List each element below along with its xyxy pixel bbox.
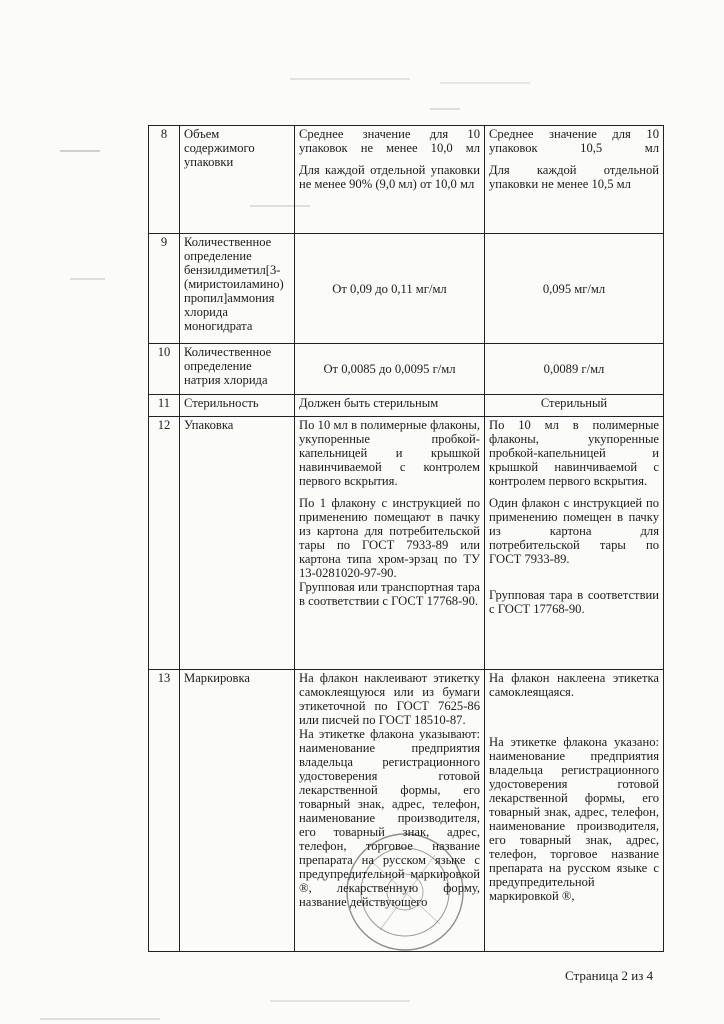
row-requirement: От 0,09 до 0,11 мг/мл <box>295 234 485 344</box>
row-number: 10 <box>149 344 180 395</box>
row-requirement: Среднее значение для 10 упаковок не менее 10,0 мл Для каждой отдельной упаковки не менее 90% (9,0 мл) от 10,0 мл <box>295 126 485 234</box>
row-requirement: По 10 мл в полимерные флаконы, укупоренные пробкой-капельницей и крышкой навинчиваемой с контролем первого вскрытия. По 1 флакону с инструкцией по применению помещают в пачку из картона для потребительской тары по ГОСТ 7933-89 или картона типа хром-эрзац по ТУ 13-0281020-97-90. Групповая или транспортная тара в соответствии с ГОСТ 17768-90. <box>295 417 485 670</box>
row-result: 0,0089 г/мл <box>485 344 664 395</box>
row-number: 8 <box>149 126 180 234</box>
row-result: На флакон наклеена этикетка самоклеящаяся. На этикетке флакона указано: наименование предприятия владельца регистрационного удостоверения готовой лекарственной формы, его товарный знак, адрес, телефон, наименование производителя, его товарный знак, адрес, телефон, торговое название препарата на русском языке с предупредительной маркировкой ®, <box>485 670 664 952</box>
row-parameter: Объем содержимого упаковки <box>180 126 295 234</box>
row-requirement: На флакон наклеивают этикетку самоклеящуюся или из бумаги этикеточной по ГОСТ 7625-86 или писчей по ГОСТ 18510-87. На этикетке флакона указывают: наименование предприятия владельца регистрационного удостоверения готовой лекарственной формы, его товарный знак, адрес, телефон, наименование производителя, его товарный знак, адрес, телефон, торговое название препарата на русском языке с предупредительной маркировкой ®, лекарственную форму, название действующего <box>295 670 485 952</box>
row-number: 11 <box>149 395 180 417</box>
row-parameter: Упаковка <box>180 417 295 670</box>
page-number: Страница 2 из 4 <box>565 968 654 983</box>
table-row <box>149 344 664 395</box>
table-row <box>149 670 664 952</box>
row-result: По 10 мл в полимерные флаконы, укупоренные пробкой-капельницей и крышкой навинчиваемой с контролем первого вскрытия. Один флакон с инструкцией по применению помещен в пачку из картона для потребительской тары по ГОСТ 7933-89. Групповая тара в соответствии с ГОСТ 17768-90. <box>485 417 664 670</box>
row-result: 0,095 мг/мл <box>485 234 664 344</box>
row-parameter: Количественное определение натрия хлорида <box>180 344 295 395</box>
row-parameter: Маркировка <box>180 670 295 952</box>
table-row <box>149 395 664 417</box>
row-requirement: Должен быть стерильным <box>295 395 485 417</box>
table-row <box>149 417 664 670</box>
row-parameter: Стерильность <box>180 395 295 417</box>
specification-table <box>148 125 664 952</box>
row-result: Среднее значение для 10 упаковок 10,5 мл Для каждой отдельной упаковки не менее 10,5 мл <box>485 126 664 234</box>
row-number: 13 <box>149 670 180 952</box>
row-requirement: От 0,0085 до 0,0095 г/мл <box>295 344 485 395</box>
table-row <box>149 126 664 234</box>
row-number: 12 <box>149 417 180 670</box>
table-row <box>149 234 664 344</box>
row-number: 9 <box>149 234 180 344</box>
row-result: Стерильный <box>485 395 664 417</box>
row-parameter: Количественное определение бензилдиметил[3-(миристоиламино) пропил]аммония хлорида моногидрата <box>180 234 295 344</box>
